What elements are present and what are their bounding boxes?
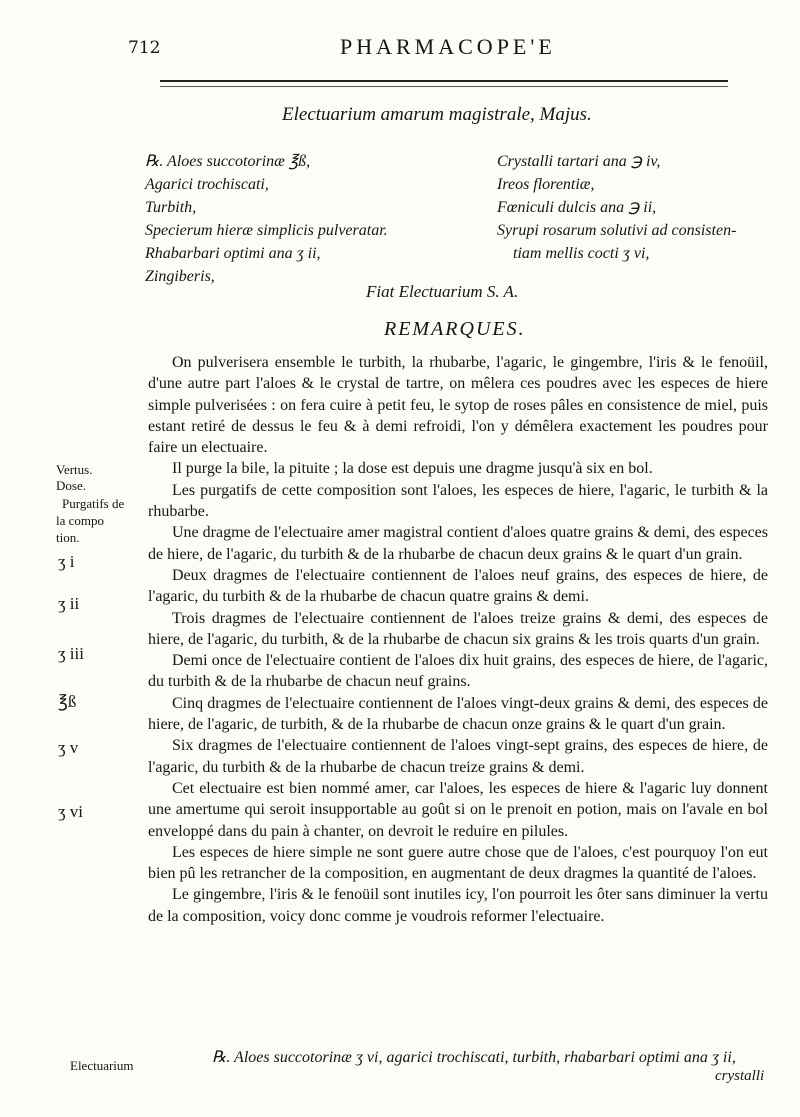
paragraph: Demi once de l'electuaire contient de l'aloes dix huit grains, des especes de hiere, de l'agaric, du turbith & de la rhubarbe de chacun neuf grains. — [148, 652, 768, 691]
paragraph: Deux dragmes de l'electuaire contiennent de l'aloes neuf grains, des especes de hiere, de l'agaric, du turbith & de la rhubarbe de chacun quatre grains & demi. — [148, 566, 768, 606]
catchword: crystalli — [715, 1068, 765, 1084]
margin-dose: Dose. — [56, 478, 86, 493]
ingredient-line: Crystalli tartari ana ℈ iv, — [497, 153, 661, 170]
paragraph: Il purge la bile, la pituite ; la dose est depuis une dragme jusqu'à six en bol. — [172, 460, 653, 478]
paragraph: Les especes de hiere simple ne sont guere autre chose que de l'aloes, c'est pourquoy l'on eut bien pû les retrancher de la composition, en augmentant de deux dragmes la quantité de l'aloes. — [148, 843, 768, 883]
margin-vertus: Vertus. — [56, 462, 93, 477]
ingredient-line: Fœniculi dulcis ana ℈ ii, — [497, 199, 657, 216]
margin-purgatifs-3: tion. — [56, 530, 80, 545]
dose-marker: ʒ iii — [58, 644, 84, 663]
margin-purgatifs-2: la compo — [56, 513, 105, 528]
final-formula: ℞. Aloes succotorinæ ʒ vi, agarici trochiscati, turbith, rhabarbari optimi ana ʒ ii, — [212, 1049, 736, 1066]
paragraph: Le gingembre, l'iris & le fenoüil sont inutiles icy, l'on pourroit les ôter sans diminuer la vertu de la composition, voicy donc comme je voudrois reformer l'electuaire. — [148, 886, 768, 925]
ingredients-right — [497, 150, 736, 265]
ingredient-line: Specierum hieræ simplicis pulveratar. — [145, 222, 388, 239]
ingredient-line: Turbith, — [145, 199, 197, 216]
body-text — [148, 352, 768, 927]
remarques-heading: REMARQUES. — [384, 318, 526, 340]
running-head: PHARMACOPE'E — [340, 34, 556, 59]
dose-marker: ʒ ii — [58, 594, 80, 613]
recipe-title: Electuarium amarum magistrale, Majus. — [282, 104, 592, 125]
page-number: 712 — [128, 38, 161, 58]
paragraph: Une dragme de l'electuaire amer magistral contient d'aloes quatre grains & demi, des especes de hiere, de l'agaric, du turbith & de la rhubarbe de chacun deux grains & le quart d'un grain. — [148, 524, 768, 563]
margin-purgatifs-1: Purgatifs de — [62, 496, 125, 511]
paragraph: Trois dragmes de l'electuaire contiennent de l'aloes treize grains & demi, des especes de hiere, de l'agaric, du turbith, & de la rhubarbe de chacun six grains & les trois quarts d'un grain. — [148, 609, 768, 648]
dose-marker: ʒ vi — [58, 802, 84, 821]
ingredient-line: Agarici trochiscati, — [145, 176, 269, 193]
dose-marker: ℥ß — [58, 692, 77, 711]
ingredients-left — [145, 150, 388, 288]
dose-marker: ʒ i — [58, 552, 75, 571]
paragraph: Six dragmes de l'electuaire contiennent de l'aloes vingt-sept grains, des especes de hiere, de l'agaric, du turbith & de la rhubarbe de chacun treize grains & demi. — [148, 737, 768, 776]
margin-electuarium: Electuarium — [70, 1058, 134, 1073]
paragraph: Cinq dragmes de l'electuaire contiennent de l'aloes vingt-deux grains & demi, des especes de hiere, de l'agaric, de turbith, & de la rhubarbe de chacun onze grains & le quart d'un grain. — [148, 694, 768, 734]
ingredient-line: Syrupi rosarum solutivi ad consisten- — [497, 222, 737, 239]
ingredient-line: ℞. Aloes succotorinæ ℥ß, — [145, 153, 311, 170]
paragraph: Cet electuaire est bien nommé amer, car l'aloes, les especes de hiere & l'agaric luy donnent une amertume qui seroit insupportable au goût si on le prenoit en potion, mais on l'avale en bol enveloppé dans du pain à chanter, on devroit le reduire en pilules. — [148, 779, 768, 840]
ingredient-line: Zingiberis, — [145, 268, 215, 285]
paragraph: On pulverisera ensemble le turbith, la rhubarbe, l'agaric, le gingembre, l'iris & le fenoüil, d'une autre part l'aloes & le crystal de tartre, on mêlera ces poudres avec les especes de hiere simple pulverisées : on fera cuire à petit feu, le sytop de roses pâles en consistence de miel, puis estant retiré de dessus le feu & à demi refroidi, l'on y démêlera exactement les poudres pour faire un electuaire. — [148, 354, 768, 457]
paragraph: Les purgatifs de cette composition sont l'aloes, les especes de hiere, l'agaric, le turbith & la rhubarbe. — [148, 481, 768, 521]
header-rule-thin — [160, 86, 728, 87]
ingredient-line: Ireos florentiæ, — [497, 176, 595, 193]
ingredient-line: tiam mellis cocti ʒ vi, — [513, 245, 650, 262]
ingredient-line: Rhabarbari optimi ana ʒ ii, — [145, 245, 321, 262]
fiat-line: Fiat Electuarium S. A. — [366, 282, 519, 301]
dose-marker: ʒ v — [58, 738, 79, 757]
header-rule — [160, 80, 728, 82]
